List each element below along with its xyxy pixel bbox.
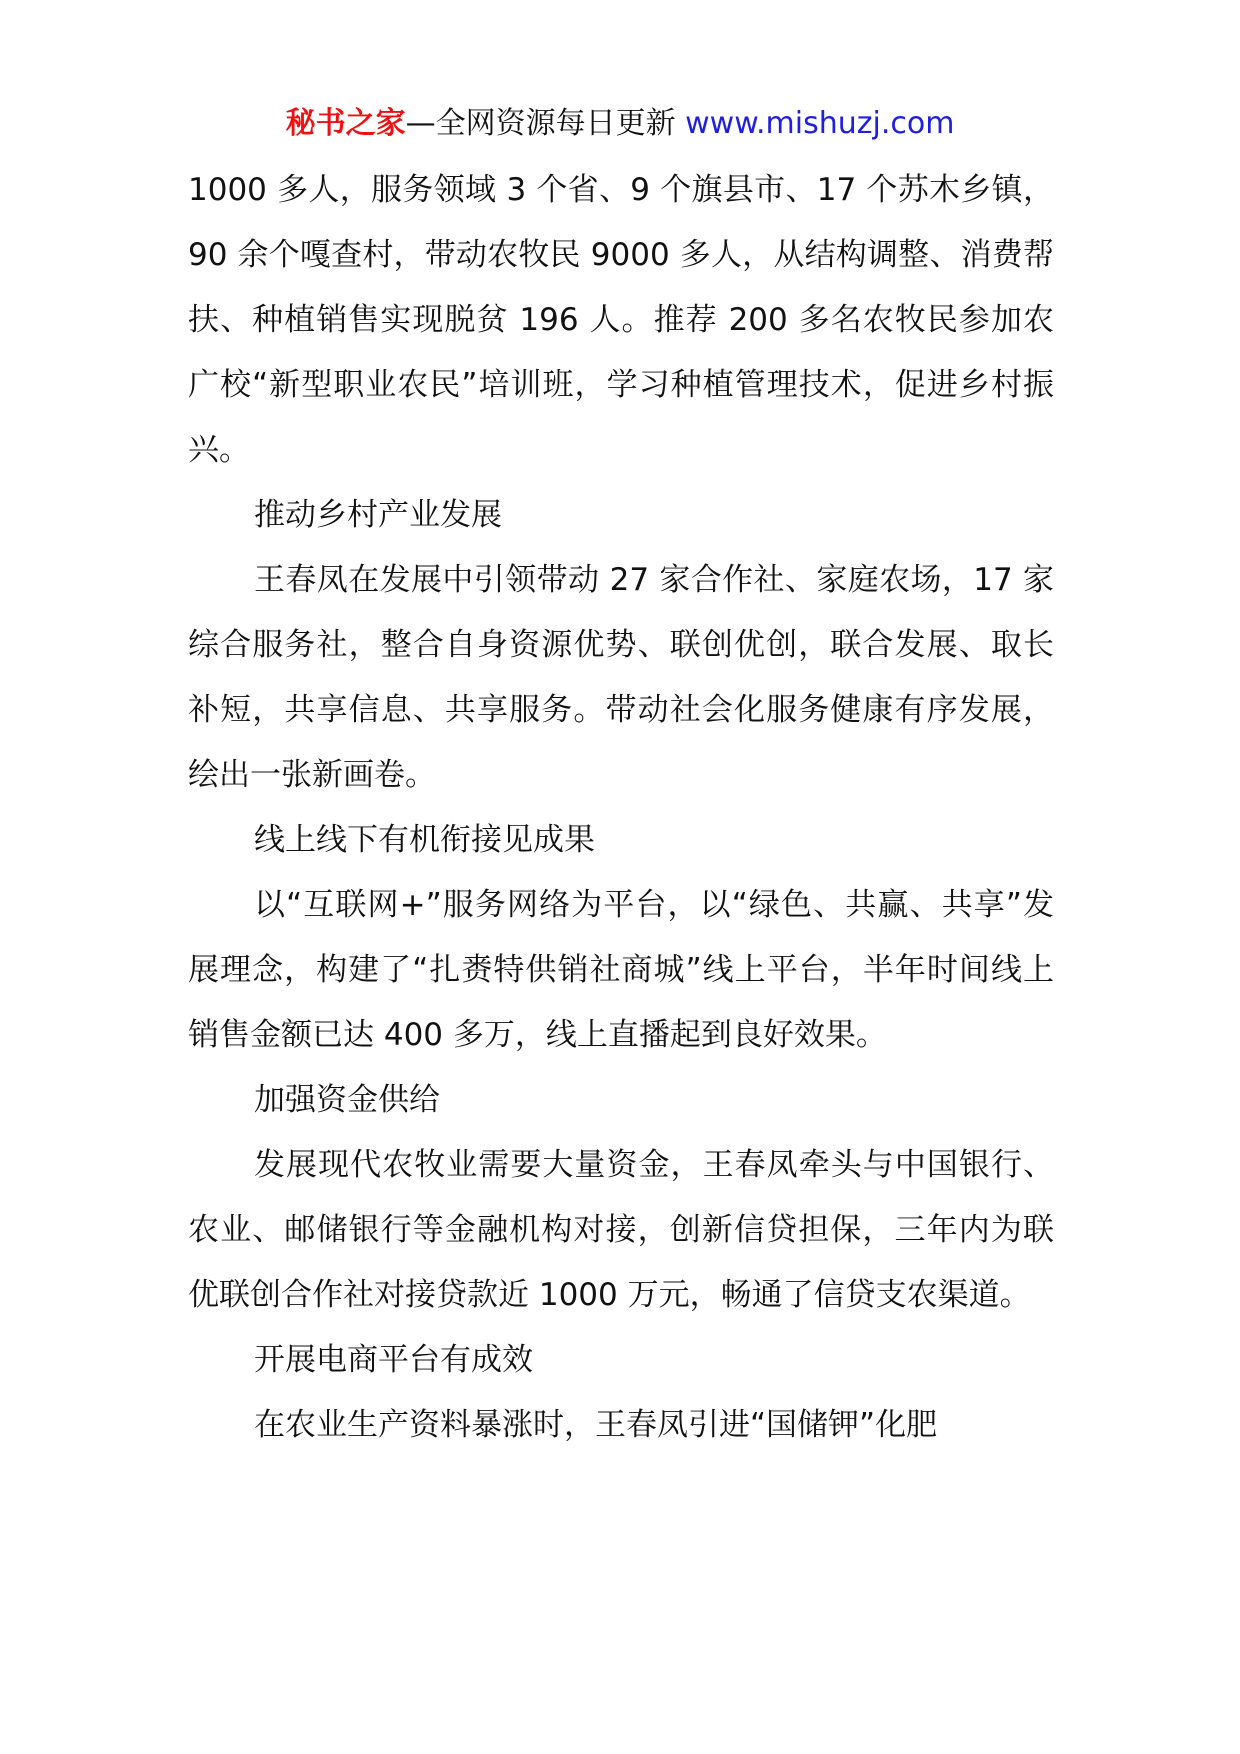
site-url-link[interactable]: www.mishuzj.com <box>685 106 955 141</box>
paragraph-continuation: 1000 多人，服务领域 3 个省、9 个旗县市、17 个苏木乡镇，90 余个嘎查村，带动农牧民 9000 多人，从结构调整、消费帮扶、种植销售实现脱贫 196 人。推荐 200 多名农牧民参加农广校“新型职业农民”培训班，学习种植管理技术，促进乡村振兴。 <box>188 172 1054 468</box>
document-body <box>188 158 1054 1458</box>
section-heading-industry: 推动乡村产业发展 <box>254 497 502 533</box>
paragraph-funding: 发展现代农牧业需要大量资金，王春凤牵头与中国银行、农业、邮储银行等金融机构对接，创新信贷担保，三年内为联优联创合作社对接贷款近 1000 万元，畅通了信贷支农渠道。 <box>188 1147 1054 1313</box>
paragraph-industry: 王春凤在发展中引领带动 27 家合作社、家庭农场，17 家综合服务社，整合自身资源优势、联创优创，联合发展、取长补短，共享信息、共享服务。带动社会化服务健康有序发展，绘出一张新画卷。 <box>188 562 1054 793</box>
page-header <box>0 104 1240 144</box>
brand-name: 秘书之家 <box>285 106 406 141</box>
section-heading-funding: 加强资金供给 <box>254 1082 440 1118</box>
section-heading-online-offline: 线上线下有机衔接见成果 <box>254 822 595 858</box>
section-heading-ecommerce: 开展电商平台有成效 <box>254 1342 533 1378</box>
header-tagline: —全网资源每日更新 <box>405 106 676 141</box>
paragraph-online-offline: 以“互联网+”服务网络为平台，以“绿色、共赢、共享”发展理念，构建了“扎赉特供销社商城”线上平台，半年时间线上销售金额已达 400 多万，线上直播起到良好效果。 <box>188 887 1054 1053</box>
paragraph-ecommerce: 在农业生产资料暴涨时，王春凤引进“国储钾”化肥 <box>254 1407 938 1443</box>
